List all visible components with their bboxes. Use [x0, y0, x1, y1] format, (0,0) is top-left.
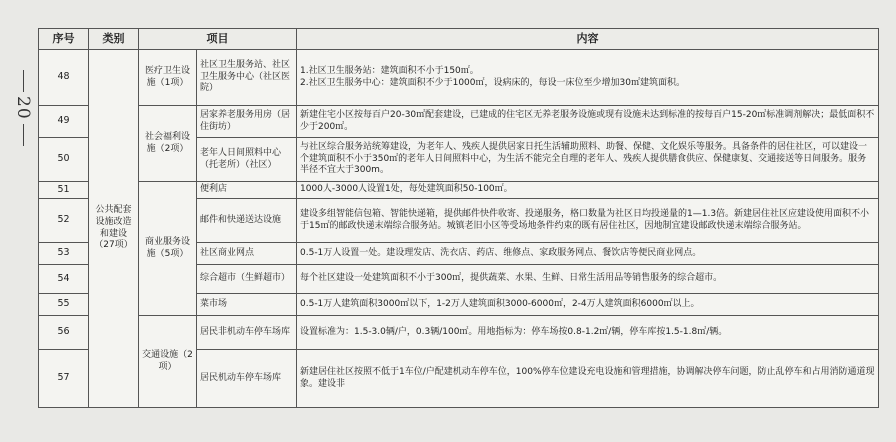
row-content: 与社区综合服务站统筹建设，为老年人、残疾人提供居家日托生活辅助照料、助餐、保健、文化娱乐等服务。具备条件的居住社区，可以建设一个建筑面积不小于350㎡的老年人日间照料中心，为生活不能完全自理的老年人、残疾人提供膳食供应、保健康复、交通接送等日间服务。服务半径不宜大于300m。 — [297, 138, 879, 182]
row-content: 新建住宅小区按每百户20-30㎡配套建设，已建成的住宅区无养老服务设施或现有设施未达到标准的按每百户15-20㎡标准调剂解决；最低面积不少于200㎡。 — [297, 106, 879, 138]
row-item: 邮件和快递送达设施 — [197, 199, 297, 243]
page-number: 20 — [13, 96, 33, 120]
page-number-rule-top — [23, 70, 24, 92]
page-number-marker — [6, 70, 40, 160]
row-content: 设置标准为：1.5-3.0辆/户，0.3辆/100㎡。用地指标为：停车场按0.8-1.2㎡/辆，停车库按1.5-1.8㎡/辆。 — [297, 316, 879, 350]
row-content: 1000人-3000人设置1处，每处建筑面积50-100㎡。 — [297, 182, 879, 199]
row-item: 居家养老服务用房（居住街坊） — [197, 106, 297, 138]
group-medical: 医疗卫生设施（1项） — [139, 50, 197, 106]
category-cell: 公共配套设施改造和建设（27项） — [89, 50, 139, 408]
row-no: 50 — [39, 138, 89, 182]
row-content: 每个社区建设一处建筑面积不小于300㎡，提供蔬菜、水果、生鲜、日常生活用品等销售服务的综合超市。 — [297, 265, 879, 294]
row-no: 55 — [39, 294, 89, 316]
row-item: 菜市场 — [197, 294, 297, 316]
page-number-rule-bottom — [23, 124, 24, 146]
table-row — [39, 182, 879, 199]
row-no: 49 — [39, 106, 89, 138]
row-content: 0.5-1万人建筑面积3000㎡以下，1-2万人建筑面积3000-6000㎡，2-4万人建筑面积6000㎡以上。 — [297, 294, 879, 316]
header-no: 序号 — [39, 29, 89, 50]
row-no: 56 — [39, 316, 89, 350]
row-no: 51 — [39, 182, 89, 199]
row-no: 54 — [39, 265, 89, 294]
row-item: 社区商业网点 — [197, 243, 297, 265]
table-row — [39, 316, 879, 350]
table-row — [39, 50, 879, 106]
row-item: 居民非机动车停车场库 — [197, 316, 297, 350]
header-category: 类别 — [89, 29, 139, 50]
row-no: 52 — [39, 199, 89, 243]
row-content: 新建居住社区按照不低于1车位/户配建机动车停车位，100%停车位建设充电设施和管理措施，协调解决停车问题，防止乱停车和占用消防通道现象。建设非 — [297, 350, 879, 408]
table-row — [39, 106, 879, 138]
row-no: 48 — [39, 50, 89, 106]
row-item: 便利店 — [197, 182, 297, 199]
row-content: 1.社区卫生服务站：建筑面积不小于150㎡。 2.社区卫生服务中心：建筑面积不少于1000㎡，设病床的，每设一床位至少增加30㎡建筑面积。 — [297, 50, 879, 106]
group-welfare: 社会福利设施（2项） — [139, 106, 197, 182]
header-item: 项目 — [139, 29, 297, 50]
group-commercial: 商业服务设施（5项） — [139, 182, 197, 316]
row-item: 综合超市（生鲜超市） — [197, 265, 297, 294]
facility-standards-table — [38, 28, 879, 408]
row-no: 57 — [39, 350, 89, 408]
header-content: 内容 — [297, 29, 879, 50]
table-header-row — [39, 29, 879, 50]
row-item: 老年人日间照料中心（托老所）（社区） — [197, 138, 297, 182]
row-item: 居民机动车停车场库 — [197, 350, 297, 408]
row-item: 社区卫生服务站、社区卫生服务中心（社区医院） — [197, 50, 297, 106]
group-traffic: 交通设施（2项） — [139, 316, 197, 408]
row-content: 建设多组智能信包箱、智能快递箱，提供邮件快件收寄、投递服务，格口数量为社区日均投递量的1—1.3倍。新建居住社区应建设使用面积不小于15㎡的邮政快递末端综合服务站。城镇老旧小区等受场地条件约束的既有居住社区，因地制宜建设邮政快递末端综合服务站。 — [297, 199, 879, 243]
row-content: 0.5-1万人设置一处。建设理发店、洗衣店、药店、维修点、家政服务网点、餐饮店等便民商业网点。 — [297, 243, 879, 265]
row-no: 53 — [39, 243, 89, 265]
